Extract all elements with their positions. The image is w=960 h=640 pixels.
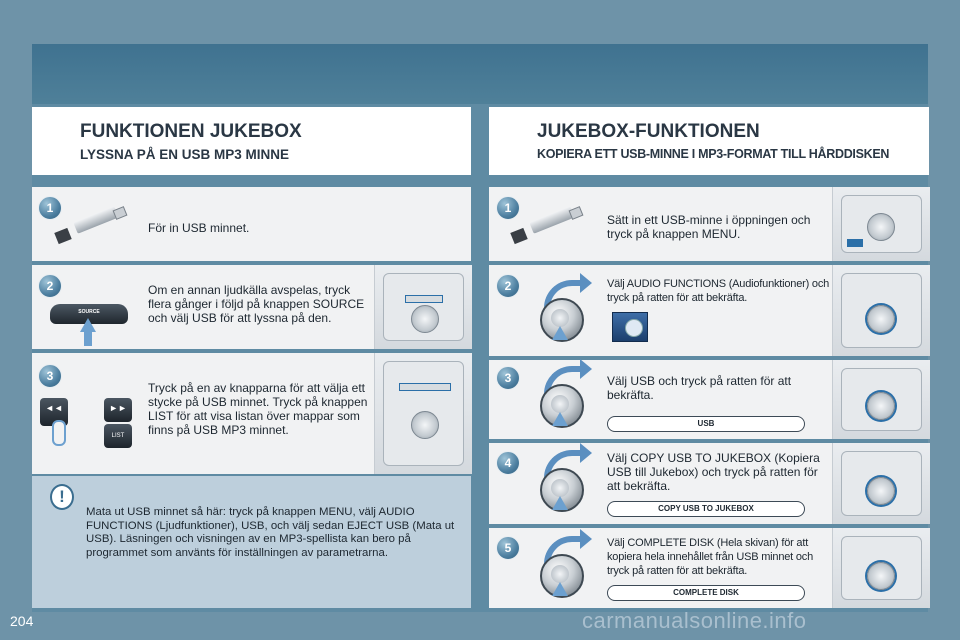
step-badge: 3 [496, 366, 520, 390]
press-arrow-icon [552, 412, 568, 426]
note-box [32, 476, 471, 608]
right-title: JUKEBOX-FUNKTIONEN [537, 121, 760, 142]
left-header [32, 107, 471, 175]
radio-panel-illustration [832, 443, 930, 524]
step-badge: 1 [38, 196, 62, 220]
right-header [489, 107, 929, 175]
previous-track-icon: ◄◄ [40, 398, 68, 426]
menu-option-pill: COPY USB TO JUKEBOX [607, 501, 805, 517]
press-arrow-icon [552, 496, 568, 510]
menu-option-pill: USB [607, 416, 805, 432]
list-button-icon: LIST [104, 424, 132, 448]
step-badge: 2 [496, 274, 520, 298]
source-button-label: SOURCE [78, 309, 100, 315]
finger-arrow-icon [52, 420, 66, 446]
audio-functions-icon [612, 312, 648, 342]
watermark: carmanualsonline.info [582, 608, 807, 633]
right-step-1-text: Sätt in ett USB-minne i öppningen och tryck på knappen MENU. [607, 213, 811, 241]
step-badge: 5 [496, 536, 520, 560]
radio-panel-illustration [374, 265, 472, 349]
left-step-1-text: För in USB minnet. [148, 221, 250, 235]
note-text: Mata ut USB minnet så här: tryck på knappen MENU, välj AUDIO FUNCTIONS (Ljudfunktioner), USB, och välj sedan EJECT USB (Mata ut USB). Läsningen och visningen av en MP3-spellista kan bero på programmet som använts för inställningen av parametrarna. [86, 506, 455, 559]
left-title: FUNKTIONEN JUKEBOX [80, 121, 302, 142]
right-step-3-text: Välj USB och tryck på ratten för att bekräfta. [607, 374, 792, 402]
radio-panel-illustration [832, 360, 930, 439]
step-badge: 4 [496, 451, 520, 475]
radio-panel-illustration [832, 265, 930, 356]
right-step-4-text: Välj COPY USB TO JUKEBOX (Kopiera USB till Jukebox) och tryck på ratten för att bekräfta. [607, 451, 820, 493]
step-badge: 1 [496, 196, 520, 220]
right-step-5-text: Välj COMPLETE DISK (Hela skivan) för att kopiera hela innehållet från USB minnet och tryck på ratten för att bekräfta. [607, 537, 814, 577]
up-arrow-stem [84, 332, 92, 346]
up-arrow-icon [80, 318, 96, 332]
page-number: 204 [10, 613, 34, 629]
menu-option-pill: COMPLETE DISK [607, 585, 805, 601]
radio-panel-illustration [374, 353, 472, 474]
left-step-3-text: Tryck på en av knapparna för att välja ett stycke på USB minnet. Tryck på knappen LIST för att visa listan över mappar som finns på USB MP3 minnet. [148, 381, 368, 437]
step-badge: 3 [38, 364, 62, 388]
right-step-2-text: Välj AUDIO FUNCTIONS (Audiofunktioner) och tryck på ratten för att bekräfta. [607, 278, 830, 304]
step-badge: 2 [38, 274, 62, 298]
radio-panel-illustration [832, 187, 930, 261]
radio-panel-illustration [832, 528, 930, 608]
warning-icon: ! [50, 484, 74, 510]
usb-stick-icon [512, 200, 582, 250]
press-arrow-icon [552, 582, 568, 596]
usb-stick-icon [56, 200, 126, 250]
left-subtitle: LYSSNA PÅ EN USB MP3 MINNE [80, 147, 290, 162]
right-subtitle: KOPIERA ETT USB-MINNE I MP3-FORMAT TILL HÅRDDISKEN [537, 147, 890, 161]
next-track-icon: ►► [104, 398, 132, 422]
left-step-2-text: Om en annan ljudkälla avspelas, tryck flera gånger i följd på knappen SOURCE och välj USB för att lyssna på den. [148, 283, 365, 325]
press-arrow-icon [552, 326, 568, 340]
top-band [32, 44, 928, 104]
